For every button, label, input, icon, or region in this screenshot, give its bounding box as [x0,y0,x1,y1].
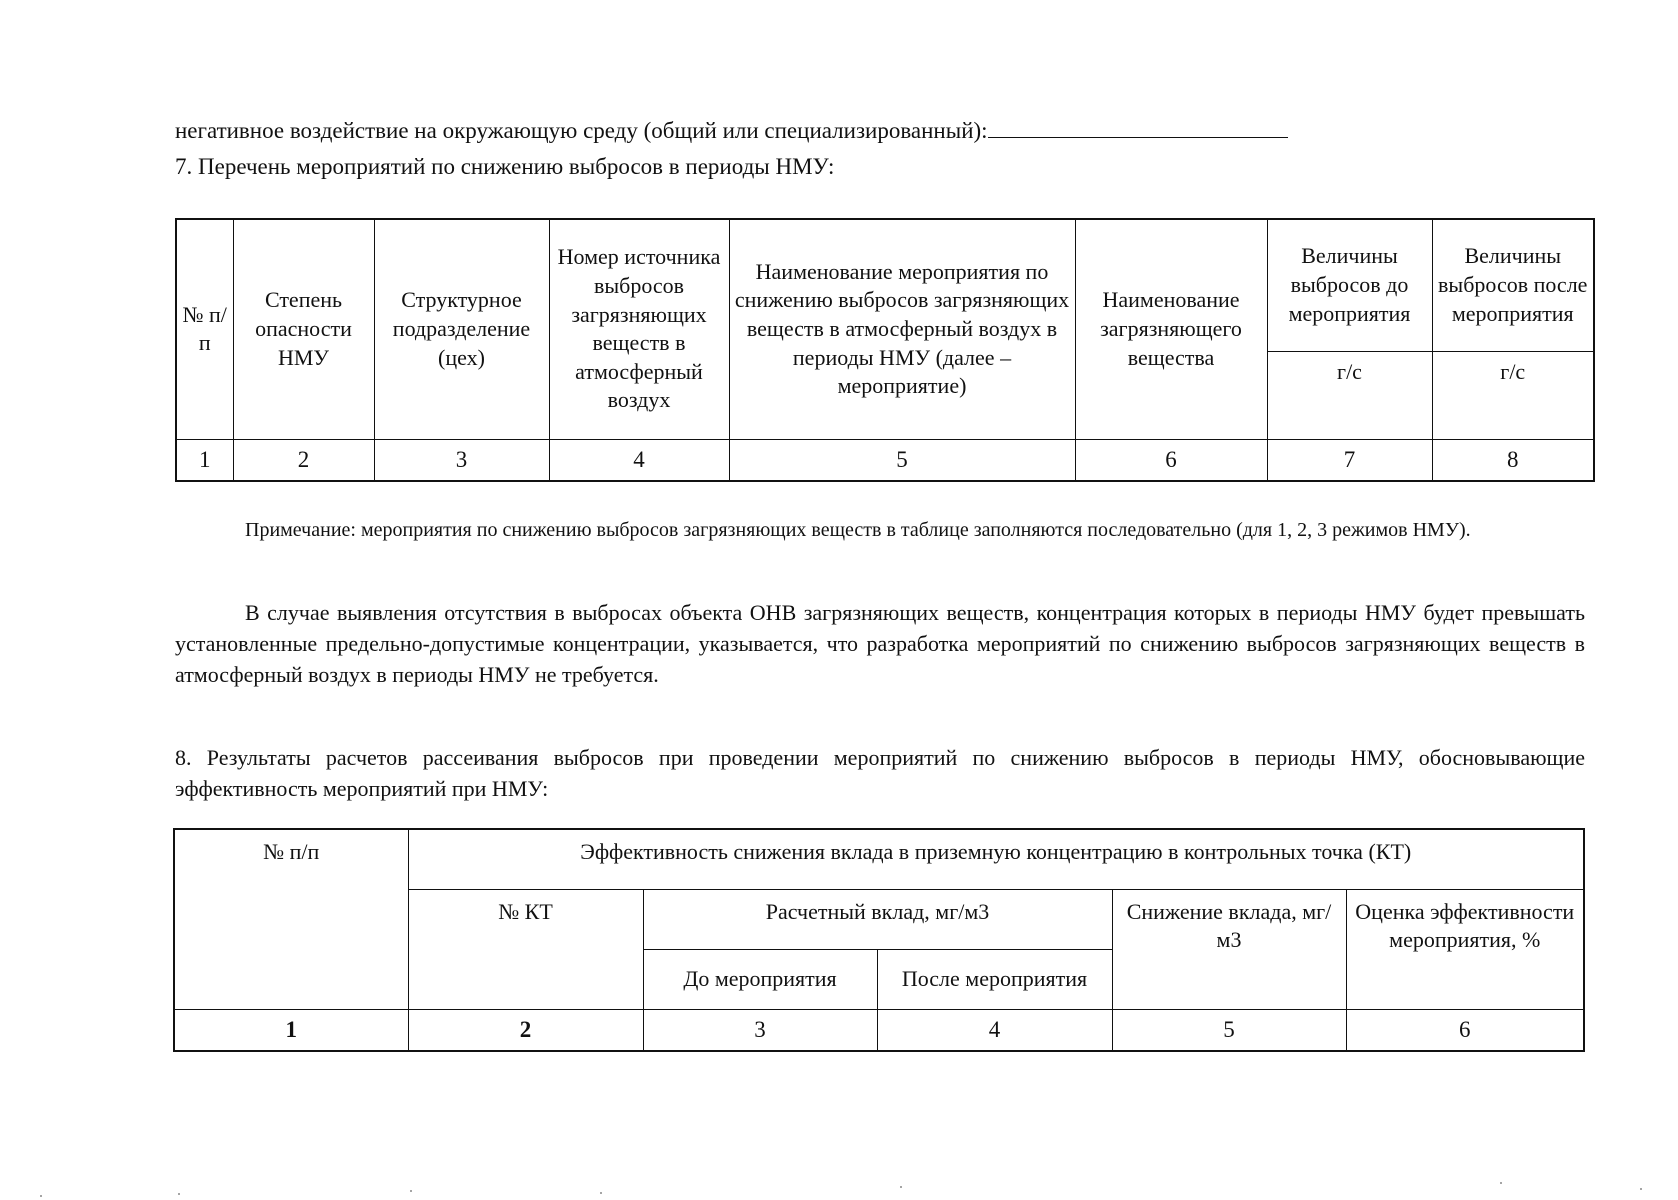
column-number: 2 [408,1009,643,1051]
header-after-measure: После мероприятия [877,949,1112,1009]
scan-speck [600,1192,602,1194]
header-pollutant-name: Наименование загрязняющего вещества [1075,219,1267,439]
header-effectiveness-assessment: Оценка эффективности мероприятия, % [1346,889,1584,1009]
column-number: 3 [374,439,549,481]
header-contribution-reduction: Снижение вклада, мг/м3 [1112,889,1346,1009]
scan-speck [1640,1188,1642,1190]
effectiveness-table [173,828,1585,1052]
section-8-heading [175,743,1585,805]
header-source-number: Номер источника выбросов загрязняющих веществ в атмосферный воздух [549,219,729,439]
header-no: № п/п [176,219,233,439]
column-number: 6 [1346,1009,1584,1051]
unit-after: г/с [1432,351,1594,439]
header-before-measure: До мероприятия [643,949,877,1009]
scan-speck [900,1186,902,1188]
column-number: 4 [877,1009,1112,1051]
column-number: 5 [729,439,1075,481]
column-number: 4 [549,439,729,481]
header-structural-unit: Структурное подразделение (цех) [374,219,549,439]
scan-speck [40,1195,42,1197]
column-numbers-row [176,439,1594,481]
column-number: 1 [174,1009,408,1051]
fill-in-blank [988,119,1288,138]
column-number: 3 [643,1009,877,1051]
absence-paragraph [175,598,1585,690]
header-calculated-contribution: Расчетный вклад, мг/м3 [643,889,1112,949]
section-8-heading-text: 8. Результаты расчетов рассеивания выбросов при проведении мероприятий по снижению выбросов в периоды НМУ, обосновывающие эффективность мероприятий при НМУ: [175,745,1585,801]
measures-table [175,218,1595,482]
absence-paragraph-text: В случае выявления отсутствия в выбросах объекта ОНВ загрязняющих веществ, концентрация которых в периоды НМУ будет превышать установленные предельно-допустимые концентрации, указывается, что разработка мероприятий по снижению выбросов загрязняющих веществ в атмосферный воздух в периоды НМУ не требуется. [175,600,1585,687]
top-line-text: негативное воздействие на окружающую среду (общий или специализированный): [175,118,988,143]
header-emissions-after: Величины выбросов после мероприятия [1432,219,1594,351]
column-number: 8 [1432,439,1594,481]
scan-speck [1500,1182,1502,1184]
column-number: 5 [1112,1009,1346,1051]
top-line [175,118,1288,144]
column-numbers-row [174,1009,1584,1051]
note-text: Примечание: мероприятия по снижению выбросов загрязняющих веществ в таблице заполняются последовательно (для 1, 2, 3 режимов НМУ). [245,519,1471,541]
table-note [175,516,1585,545]
column-number: 2 [233,439,374,481]
unit-before: г/с [1267,351,1432,439]
column-number: 7 [1267,439,1432,481]
header-no: № п/п [174,829,408,1009]
header-hazard-degree: Степень опасности НМУ [233,219,374,439]
scan-speck [410,1190,412,1192]
header-kt-number: № КТ [408,889,643,1009]
section-7-heading: 7. Перечень мероприятий по снижению выбросов в периоды НМУ: [175,154,835,179]
column-number: 1 [176,439,233,481]
column-number: 6 [1075,439,1267,481]
scan-speck [178,1193,180,1195]
header-effectiveness-group: Эффективность снижения вклада в приземную концентрацию в контрольных точка (КТ) [408,829,1584,889]
header-measure-name: Наименование мероприятия по снижению выбросов загрязняющих веществ в атмосферный воздух в периоды НМУ (далее – мероприятие) [729,219,1075,439]
header-emissions-before: Величины выбросов до мероприятия [1267,219,1432,351]
